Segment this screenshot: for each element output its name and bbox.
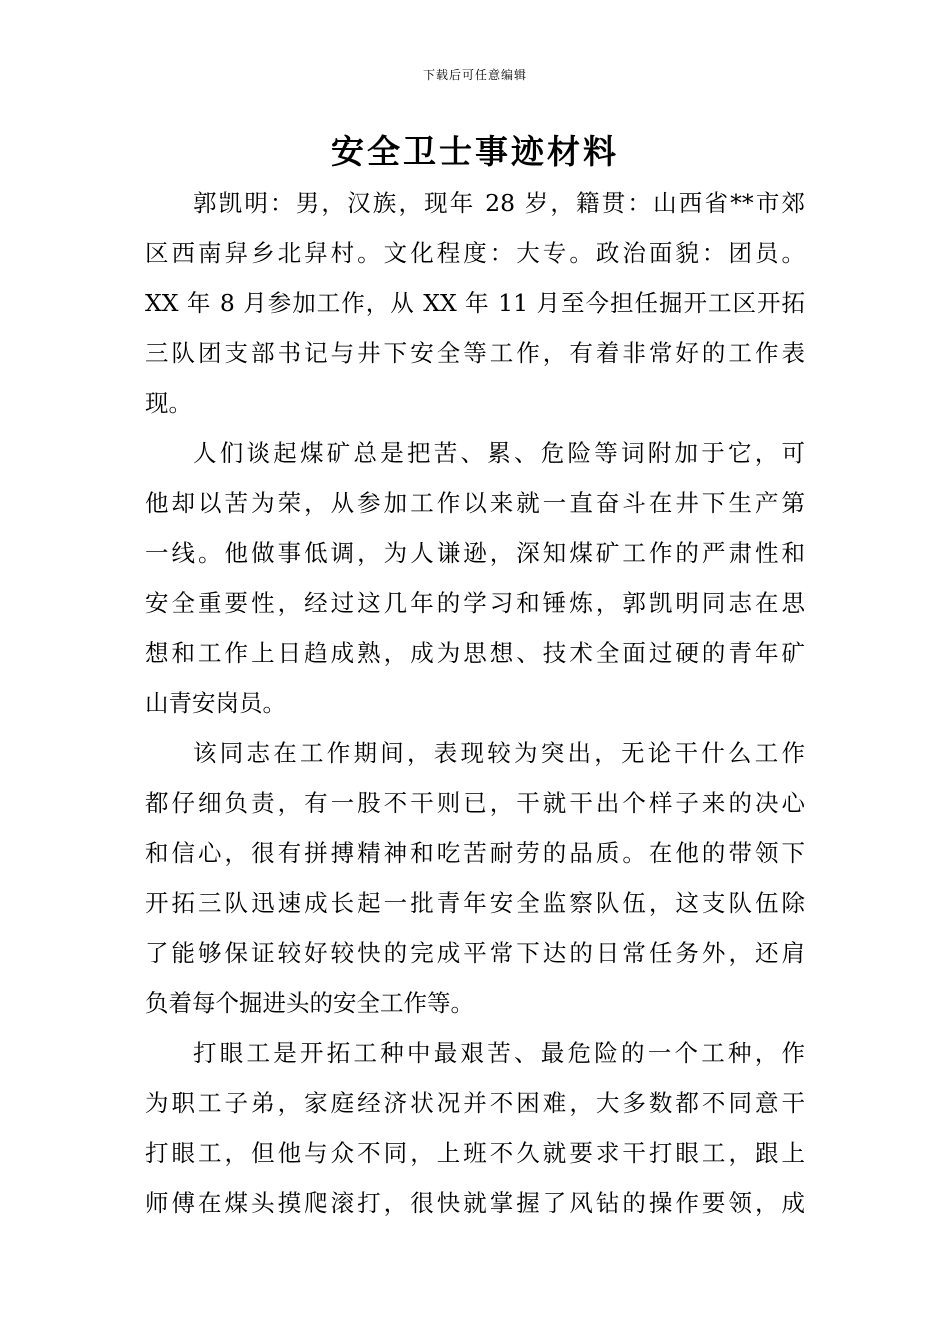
text-line: 打眼工，但他与众不同，上班不久就要求干打眼工，跟上 (145, 1139, 805, 1167)
paragraph-3 (145, 728, 805, 1028)
text-line: 打眼工是开拓工种中最艰苦、最危险的一个工种，作 (193, 1039, 805, 1067)
text-line: 一线。他做事低调，为人谦逊，深知煤矿工作的严肃性和 (145, 539, 805, 567)
text-line: 山青安岗员。 (145, 689, 286, 717)
text-line: 都仔细负责，有一股不干则已，干就干出个样子来的决心 (145, 789, 805, 817)
text-line: 三队团支部书记与井下安全等工作，有着非常好的工作表 (145, 339, 805, 367)
text-line: 现。 (145, 389, 192, 417)
text-line: 负着每个掘进头的安全工作等。 (145, 989, 474, 1017)
text-line: 想和工作上日趋成熟，成为思想、技术全面过硬的青年矿 (145, 639, 805, 667)
text-line: 该同志在工作期间，表现较为突出，无论干什么工作 (193, 739, 805, 767)
text-line: 了能够保证较好较快的完成平常下达的日常任务外，还肩 (145, 939, 805, 967)
text-line: 郭凯明：男，汉族，现年 28 岁，籍贯：山西省**市郊 (193, 189, 805, 217)
paragraph-4 (145, 1028, 805, 1228)
paragraph-2 (145, 428, 805, 728)
header-note: 下载后可任意编辑 (422, 68, 527, 82)
paragraph-1 (145, 178, 805, 428)
document-body (145, 178, 805, 1228)
text-line: 区西南舁乡北舁村。文化程度：大专。政治面貌：团员。 (145, 239, 805, 267)
text-line: 师傅在煤头摸爬滚打，很快就掌握了风钻的操作要领，成 (145, 1189, 805, 1217)
text-line: 他却以苦为荣，从参加工作以来就一直奋斗在井下生产第 (145, 489, 805, 517)
text-line: 为职工子弟，家庭经济状况并不困难，大多数都不同意干 (145, 1089, 805, 1117)
text-line: 开拓三队迅速成长起一批青年安全监察队伍，这支队伍除 (145, 889, 805, 917)
text-line: XX 年 8 月参加工作，从 XX 年 11 月至今担任掘开工区开拓 (145, 289, 805, 317)
text-line: 人们谈起煤矿总是把苦、累、危险等词附加于它，可 (193, 439, 805, 467)
text-line: 和信心，很有拼搏精神和吃苦耐劳的品质。在他的带领下 (145, 839, 805, 867)
text-line: 安全重要性，经过这几年的学习和锤炼，郭凯明同志在思 (145, 589, 805, 617)
document-title: 安全卫士事迹材料 (331, 132, 619, 171)
